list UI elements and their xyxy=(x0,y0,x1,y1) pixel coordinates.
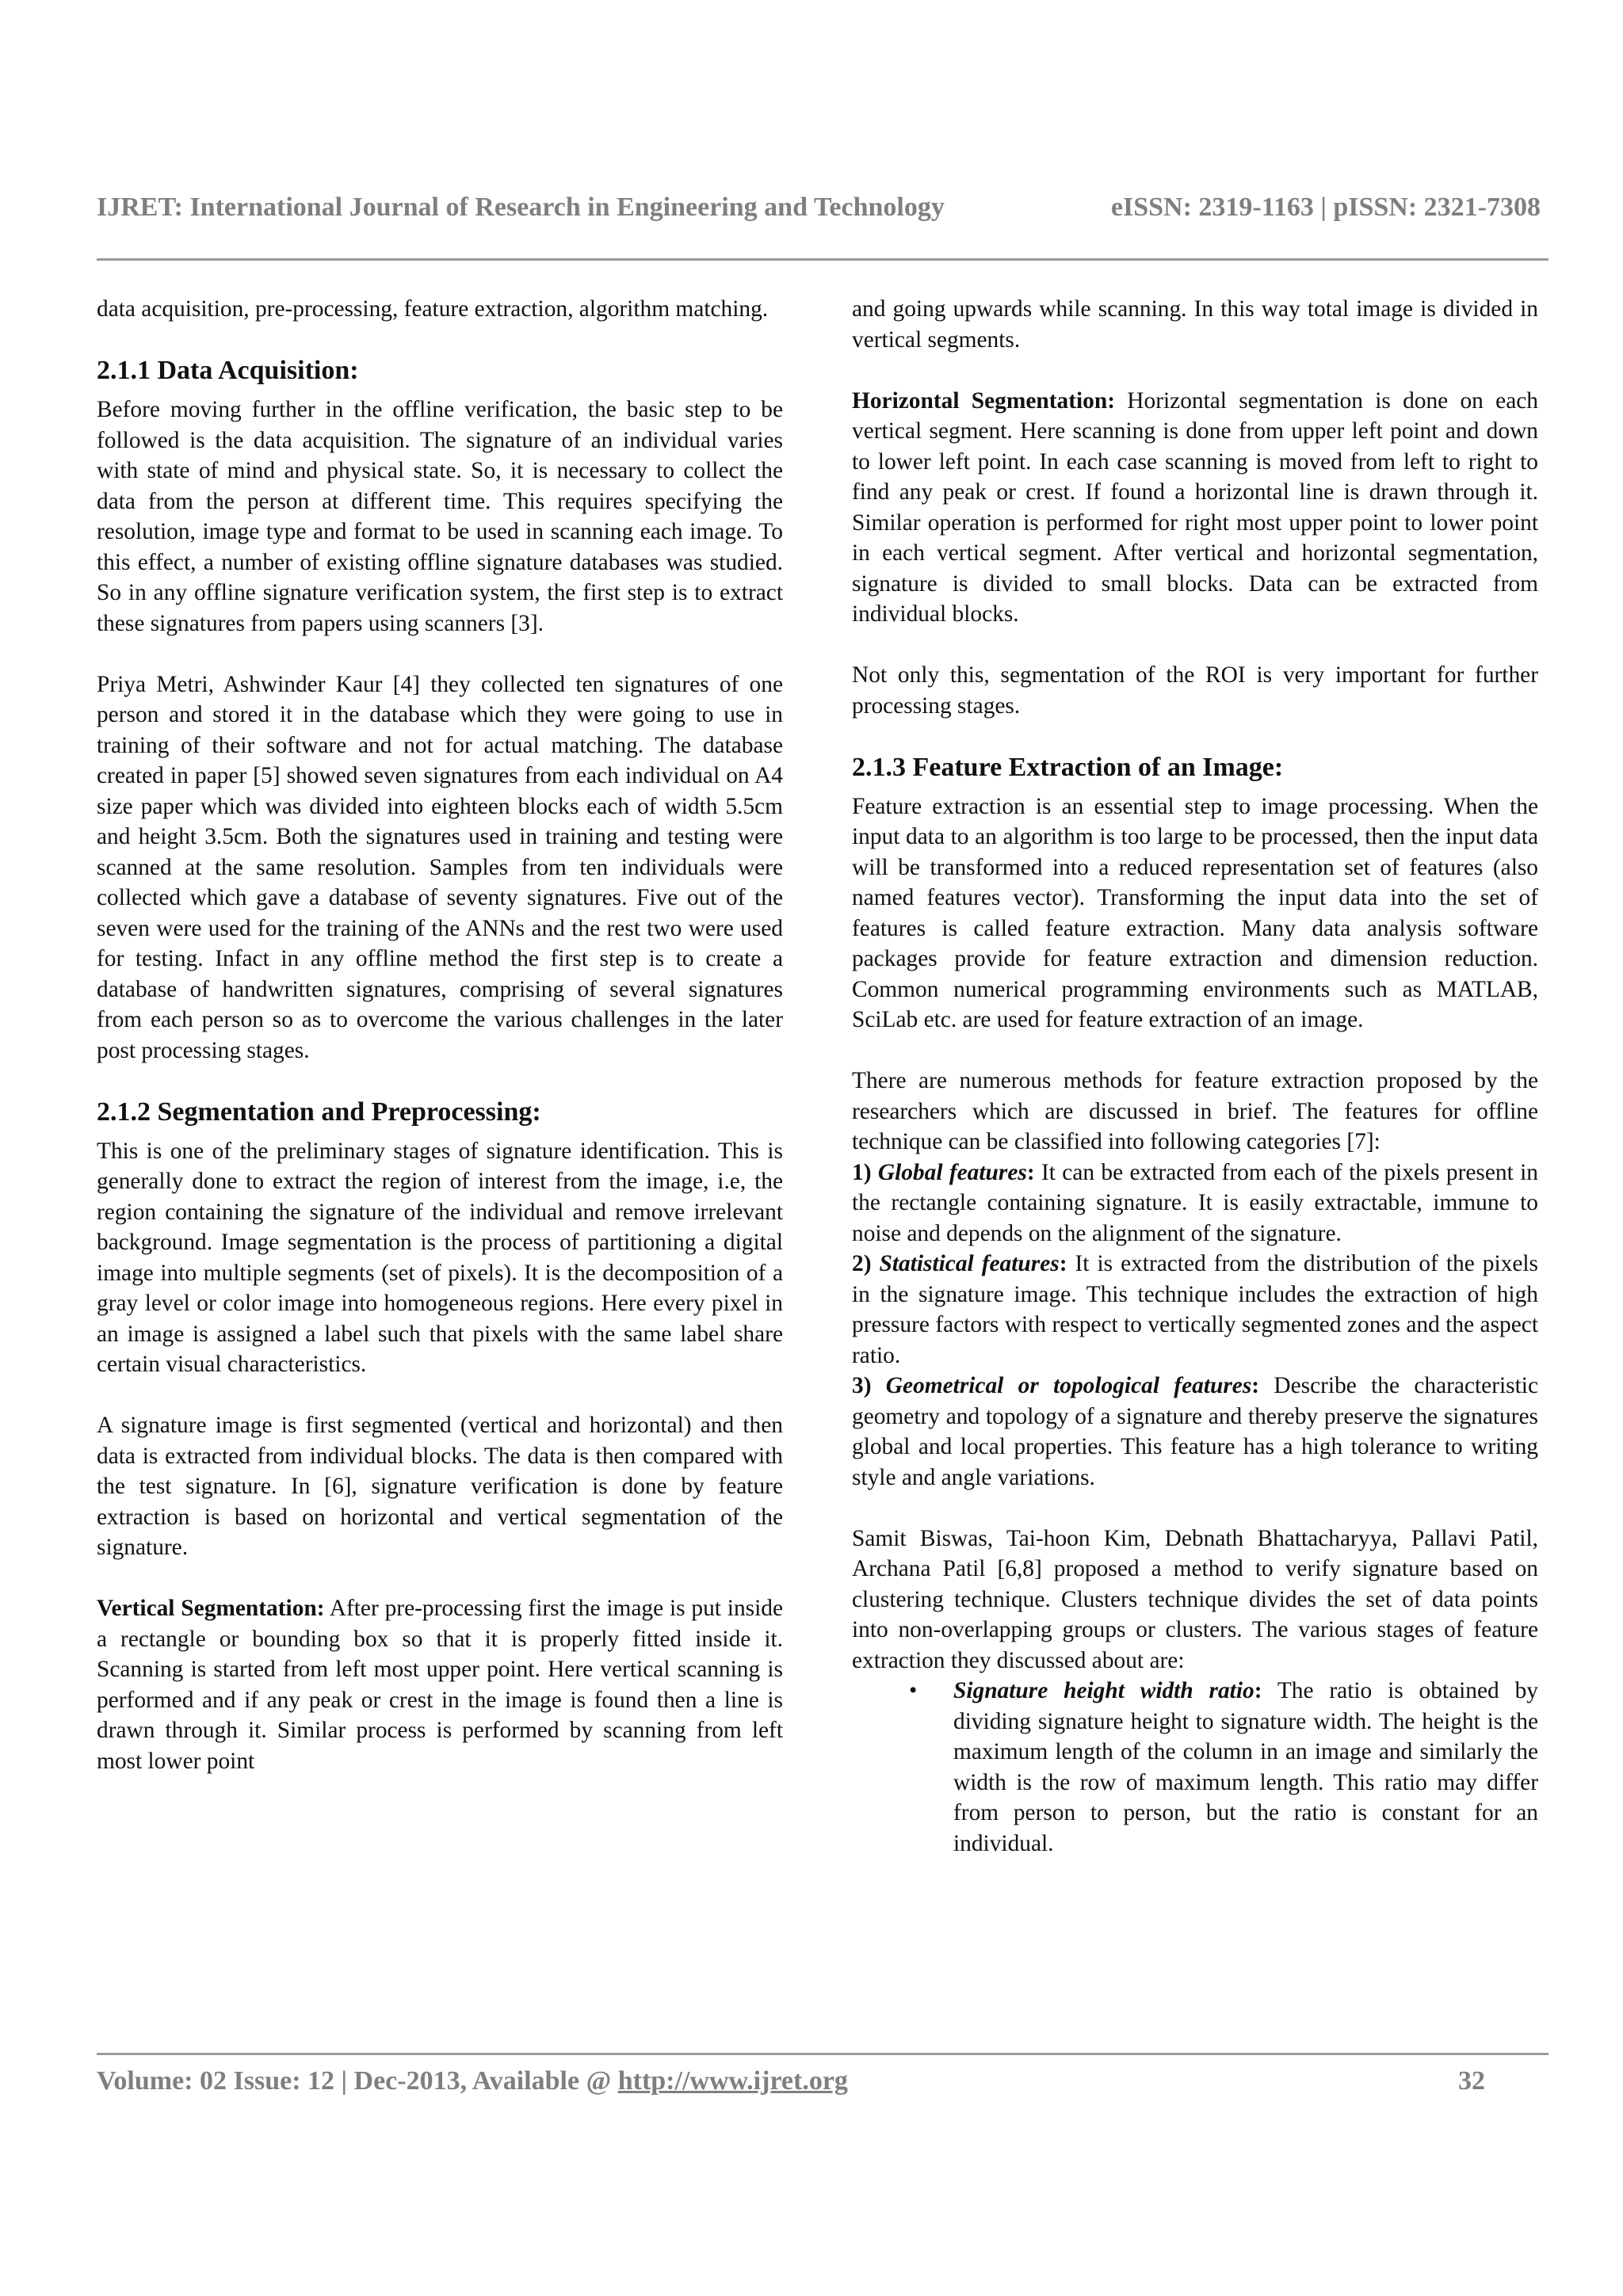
global-features-item xyxy=(852,1158,1538,1249)
height-width-ratio-label: Signature height width ratio xyxy=(953,1678,1254,1703)
list-item xyxy=(852,1676,1538,1859)
horizontal-segmentation-label: Horizontal Segmentation: xyxy=(852,387,1115,414)
global-features-text: It can be extracted from each of the pixels present in the rectangle containing signature. It is easily extractable, immune to noise and depends on the alignment of the signature. xyxy=(852,1159,1538,1246)
global-features-colon: : xyxy=(1026,1159,1035,1185)
issn-numbers: eISSN: 2319-1163 | pISSN: 2321-7308 xyxy=(1110,193,1541,222)
height-width-ratio-text: The ratio is obtained by dividing signature height to signature width. The height is the maximum length of the column in an image and similarly the width is the row of maximum length. This ratio may differ from person to person, but the ratio is constant for an individual. xyxy=(953,1678,1538,1856)
footer-volume xyxy=(97,2066,848,2096)
segmentation-paragraph-2: A signature image is first segmented (vertical and horizontal) and then data is extracted from individual blocks. The data is then compared with the test signature. In [6], signature verification is done by feature extraction is based on horizontal and vertical segmentation of the signature. xyxy=(97,1413,783,1560)
heading-data-acquisition: 2.1.1 Data Acquisition: xyxy=(97,356,359,385)
statistical-features-item xyxy=(852,1249,1538,1371)
left-column xyxy=(97,294,783,1776)
intro-paragraph: data acquisition, pre-processing, feature extraction, algorithm matching. xyxy=(97,296,769,322)
heading-feature-extraction: 2.1.3 Feature Extraction of an Image: xyxy=(852,752,1284,782)
statistical-features-text: It is extracted from the distribution of the pixels in the signature image. This technique includes the extraction of high pressure factors with respect to vertically segmented zones and the aspect ratio. xyxy=(852,1251,1538,1368)
running-header xyxy=(97,193,1541,223)
vertical-segmentation-text: After pre-processing first the image is put inside a rectangle or bounding box so that it is properly fitted inside it. Scanning is started from left most upper point. Here vertical scanning is performed and if any peak or crest in the image is found then a line is drawn through it. Similar process is performed by scanning from left most lower point xyxy=(97,1596,784,1774)
horizontal-segmentation-paragraph xyxy=(852,386,1538,630)
geometrical-features-item xyxy=(852,1371,1538,1493)
statistical-features-colon: : xyxy=(1059,1251,1067,1276)
statistical-features-label: Statistical features xyxy=(879,1251,1060,1276)
vertical-segmentation-label: Vertical Segmentation: xyxy=(97,1596,325,1621)
geometrical-features-label: Geometrical or topological features xyxy=(885,1373,1252,1398)
header-rule xyxy=(97,258,1549,261)
geometrical-features-text: Describe the characteristic geometry and topology of a signature and thereby preserve the signatures global and local properties. This feature has a high tolerance to writing style and angle variations. xyxy=(852,1373,1538,1490)
geometrical-features-colon: : xyxy=(1251,1373,1260,1398)
feature-extraction-paragraph-1: Feature extraction is an essential step to image processing. When the input data to an algorithm is too large to be processed, then the input data will be transformed into a reduced representation set of features (also named features vector). Transforming the input data into the set of features is called feature extraction. Many data analysis software packages provide for feature extraction and dimension reduction. Common numerical programming environments such as MATLAB, SciLab etc. are used for feature extraction of an image. xyxy=(852,793,1538,1032)
running-footer xyxy=(97,2066,1485,2096)
journal-url-link[interactable]: http://www.ijret.org xyxy=(617,2066,848,2096)
height-width-ratio-colon: : xyxy=(1254,1678,1262,1703)
segmentation-paragraph-1: This is one of the preliminary stages of signature identification. This is generally done to extract the region of interest from the image, i.e, the region containing the signature of the individual and remove irrelevant background. Image segmentation is the process of partitioning a digital image into multiple segments (set of pixels). It is the decomposition of a gray level or color image into homogeneous regions. Here every pixel in an image is assigned a label such that pixels with the same label share certain visual characteristics. xyxy=(97,1138,783,1377)
statistical-features-number: 2) xyxy=(852,1251,880,1276)
global-features-number: 1) xyxy=(852,1159,878,1185)
footer-volume-text: Volume: 02 Issue: 12 | Dec-2013, Available @ xyxy=(97,2066,618,2096)
vertical-segmentation-paragraph xyxy=(97,1593,783,1776)
horizontal-segmentation-text: Horizontal segmentation is done on each vertical segment. Here scanning is done from upper left point and down to lower left point. In each case scanning is moved from left to right to find any peak or crest. If found a horizontal line is drawn through it. Similar operation is performed for right most upper point to lower point in each vertical segment. After vertical and horizontal segmentation, signature is divided to small blocks. Data can be extracted from individual blocks. xyxy=(852,387,1538,627)
footer-rule xyxy=(97,2053,1549,2055)
geometrical-features-number: 3) xyxy=(852,1373,886,1398)
bullet-icon: • xyxy=(909,1678,918,1703)
heading-segmentation: 2.1.2 Segmentation and Preprocessing: xyxy=(97,1097,541,1127)
page-number: 32 xyxy=(1458,2066,1485,2096)
data-acquisition-paragraph-1: Before moving further in the offline verification, the basic step to be followed is the data acquisition. The signature of an individual varies with state of mind and physical state. So, it is necessary to collect the data from the person at different time. This requires specifying the resolution, image type and format to be used in scanning each image. To this effect, a number of existing offline signature databases was studied. So in any offline signature verification system, the first step is to extract these signatures from papers using scanners [3]. xyxy=(97,397,783,636)
data-acquisition-paragraph-2: Priya Metri, Ashwinder Kaur [4] they collected ten signatures of one person and stored it in the database which they were going to use in training of their software and not for actual matching. The database created in paper [5] showed seven signatures from each individual on A4 size paper which was divided into eighteen blocks each of width 5.5cm and height 3.5cm. Both the signatures used in training and testing were scanned at the same resolution. Samples from ten individuals were collected which gave a database of seventy signatures. Five out of the seven were used for the training of the ANNs and the rest two were used for testing. Infact in any offline method the first step is to create a database of handwritten signatures, comprising of several signatures from each person so as to overcome the various challenges in the later post processing stages. xyxy=(97,671,783,1063)
journal-title: IJRET: International Journal of Research in Engineering and Technology xyxy=(97,193,945,222)
samit-biswas-paragraph: Samit Biswas, Tai-hoon Kim, Debnath Bhattacharyya, Pallavi Patil, Archana Patil [6,8] proposed a method to verify signature based on clustering technique. Clusters technique divides the set of data points into non-overlapping groups or clusters. The various stages of feature extraction they discussed about are: xyxy=(852,1525,1538,1673)
global-features-label: Global features xyxy=(877,1159,1027,1185)
right-column xyxy=(852,294,1538,1859)
feature-extraction-paragraph-2: There are numerous methods for feature extraction proposed by the researchers which are discussed in brief. The features for offline technique can be classified into following categories [7]: xyxy=(852,1068,1538,1154)
feature-stage-list xyxy=(852,1676,1538,1859)
roi-paragraph: Not only this, segmentation of the ROI is very important for further processing stages. xyxy=(852,662,1538,719)
continued-paragraph: and going upwards while scanning. In this way total image is divided in vertical segments. xyxy=(852,296,1538,353)
